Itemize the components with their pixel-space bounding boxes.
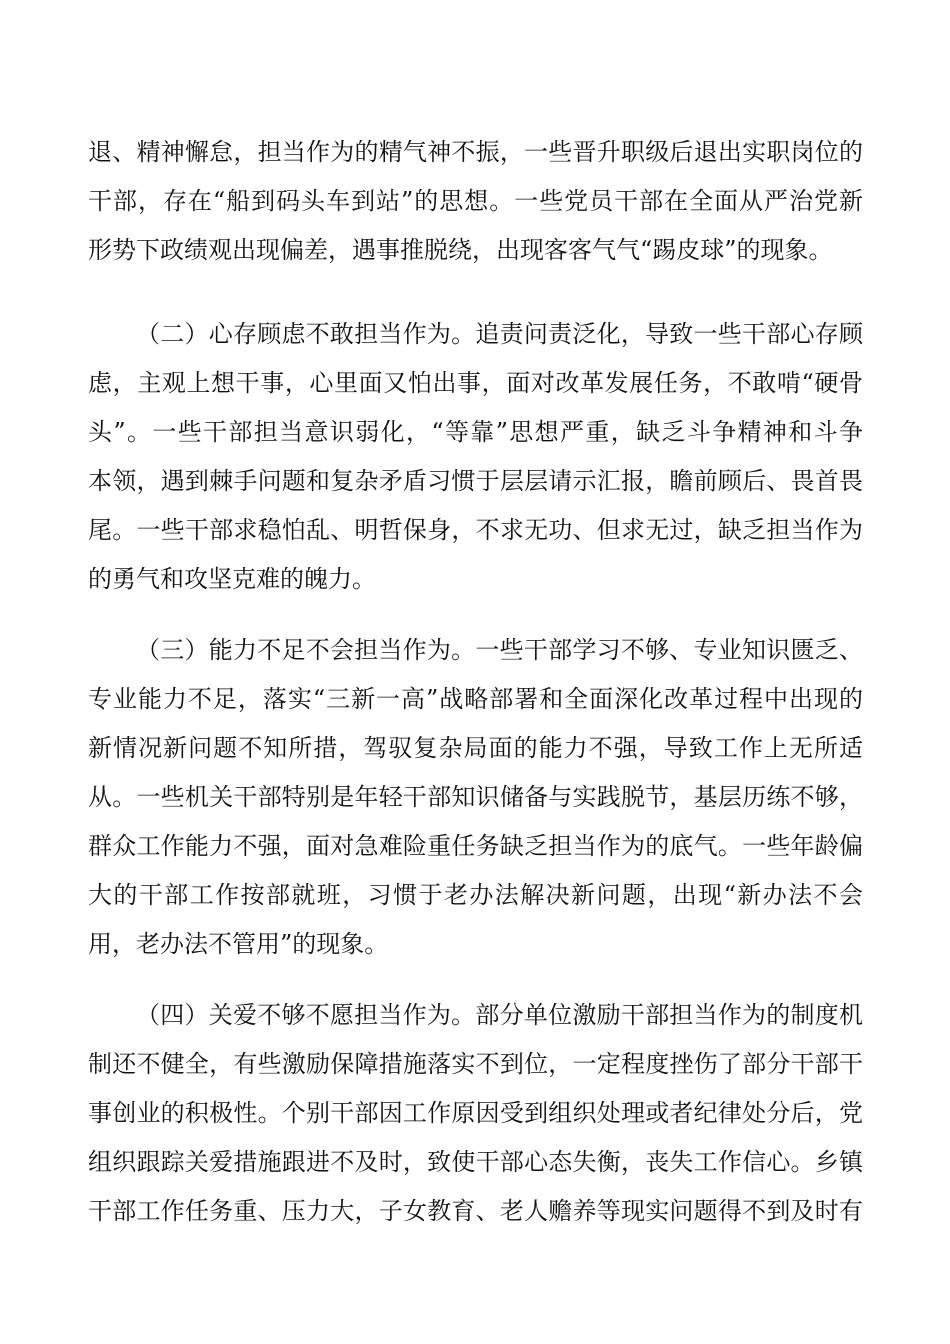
text-line: （二）心存顾虑不敢担当作为。追责问责泛化，导致一些干部心存顾 [136, 320, 863, 348]
text-line: 新情况新问题不知所措，驾驭复杂局面的能力不强，导致工作上无所适 [88, 734, 863, 762]
text-line: 群众工作能力不强，面对急难险重任务缺乏担当作为的底气。一些年龄偏 [88, 832, 863, 860]
text-line: 干部工作任务重、压力大，子女教育、老人赡养等现实问题得不到及时有 [88, 1197, 863, 1225]
text-line: （四）关爱不够不愿担当作为。部分单位激励干部担当作为的制度机 [136, 1001, 863, 1029]
text-line: 从。一些机关干部特别是年轻干部知识储备与实践脱节，基层历练不够， [88, 783, 863, 811]
text-line: 用，老办法不管用”的现象。 [88, 930, 389, 958]
text-line: 退、精神懈怠，担当作为的精气神不振，一些晋升职级后退出实职岗位的 [88, 138, 863, 166]
text-line: 的勇气和攻坚克难的魄力。 [88, 565, 376, 593]
text-line: 虑，主观上想干事，心里面又怕出事，面对改革发展任务，不敢啃“硬骨 [88, 369, 863, 397]
text-line: 专业能力不足，落实“三新一高”战略部署和全面深化改革过程中出现的 [88, 685, 863, 713]
text-line: 大的干部工作按部就班，习惯于老办法解决新问题，出现“新办法不会 [88, 881, 863, 909]
text-line: 事创业的积极性。个别干部因工作原因受到组织处理或者纪律处分后，党 [88, 1099, 863, 1127]
text-line: 本领，遇到棘手问题和复杂矛盾习惯于层层请示汇报，瞻前顾后、畏首畏 [88, 467, 863, 495]
text-line: 尾。一些干部求稳怕乱、明哲保身，不求无功、但求无过，缺乏担当作为 [88, 516, 863, 544]
text-line: 组织跟踪关爱措施跟进不及时，致使干部心态失衡，丧失工作信心。乡镇 [88, 1148, 863, 1176]
text-line: 制还不健全，有些激励保障措施落实不到位，一定程度挫伤了部分干部干 [88, 1050, 863, 1078]
text-line: （三）能力不足不会担当作为。一些干部学习不够、专业知识匮乏、 [136, 636, 863, 664]
text-line: 头”。一些干部担当意识弱化，“等靠”思想严重，缺乏斗争精神和斗争 [88, 418, 863, 446]
text-line: 形势下政绩观出现偏差，遇事推脱绕，出现客客气气“踢皮球”的现象。 [88, 236, 833, 264]
text-line: 干部，存在“船到码头车到站”的思想。一些党员干部在全面从严治党新 [88, 187, 863, 215]
